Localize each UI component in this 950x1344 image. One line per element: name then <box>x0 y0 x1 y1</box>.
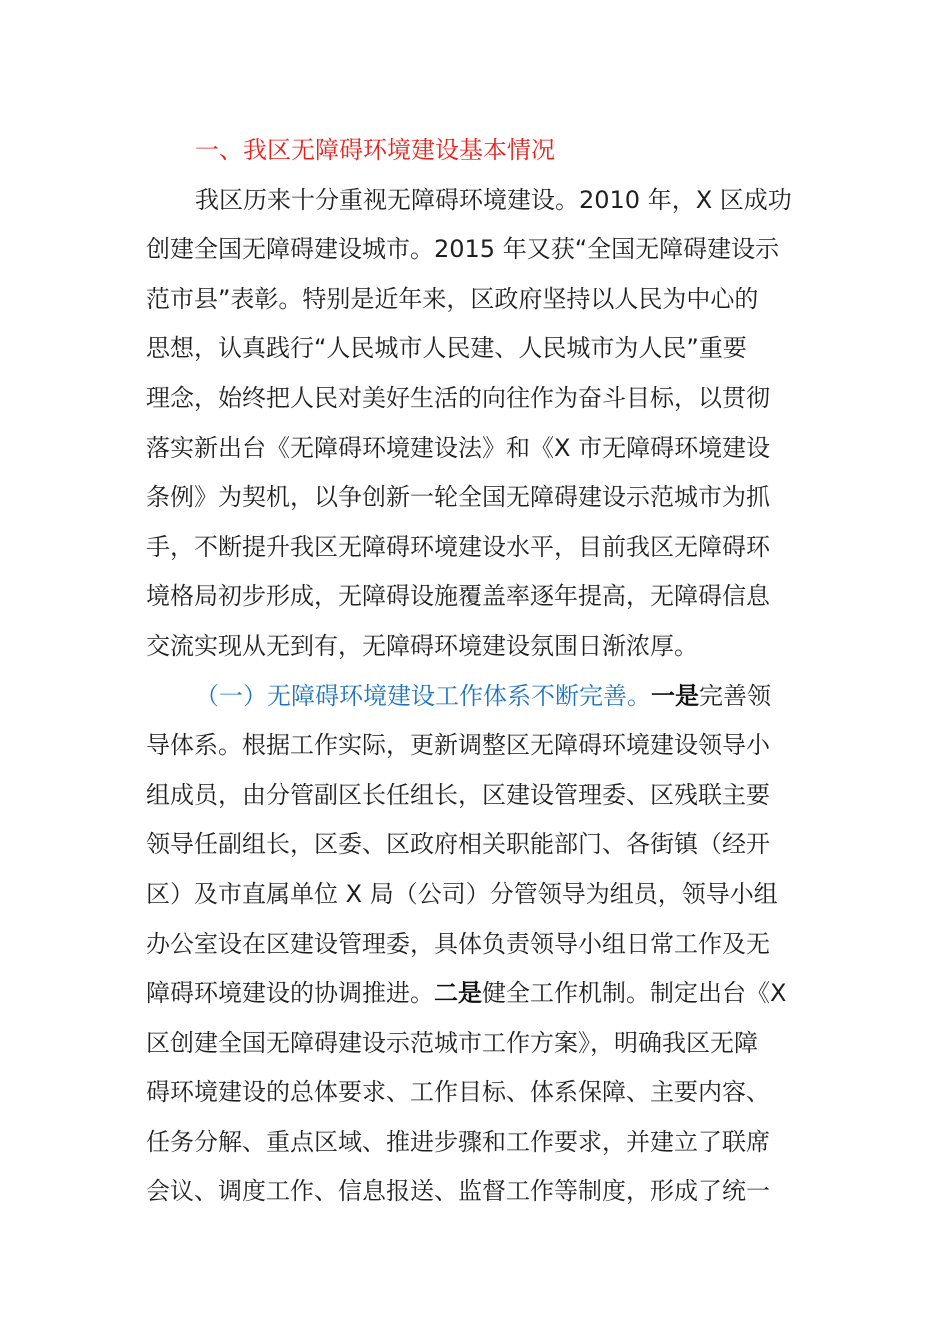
paragraph-1-line-2: 创建全国无障碍建设城市。2015 年又获“全国无障碍建设示 <box>146 235 780 264</box>
paragraph-2-line-1 <box>146 672 810 722</box>
paragraph-1-line-8: 手，不断提升我区无障碍环境建设水平，目前我区无障碍环 <box>146 532 770 561</box>
paragraph-1-line-7: 条例》为契机，以争创新一轮全国无障碍建设示范城市为抓 <box>146 483 770 512</box>
paragraph-1-line-1: 我区历来十分重视无障碍环境建设。2010 年，X 区成功 <box>195 185 792 214</box>
paragraph-2-line-8: 区创建全国无障碍建设示范城市工作方案》，明确我区无障 <box>146 1028 758 1057</box>
paragraph-2-line-4: 领导任副组长，区委、区政府相关职能部门、各街镇（经开 <box>146 830 770 859</box>
paragraph-1-line-5: 理念，始终把人民对美好生活的向往作为奋斗目标，以贯彻 <box>146 383 770 412</box>
point-one-label: 一是 <box>651 681 699 710</box>
paragraph-2-line-10: 任务分解、重点区域、推进步骤和工作要求，并建立了联席 <box>146 1127 770 1156</box>
paragraph-1-line-3: 范市县”表彰。特别是近年来，区政府坚持以人民为中心的 <box>146 284 759 313</box>
paragraph-2-line-7-start: 障碍环境建设的协调推进。 <box>146 979 434 1008</box>
paragraph-2-line-9: 碍环境建设的总体要求、工作目标、体系保障、主要内容、 <box>146 1078 770 1107</box>
paragraph-2-line-7-text: 健全工作机制。制定出台《X <box>482 979 787 1008</box>
point-two-label: 二是 <box>434 979 482 1008</box>
paragraph-2-line-5: 区）及市直属单位 X 局（公司）分管领导为组员，领导小组 <box>146 879 778 908</box>
paragraph-1-line-4: 思想，认真践行“人民城市人民建、人民城市为人民”重要 <box>146 334 747 363</box>
paragraph-1-line-10: 交流实现从无到有，无障碍环境建设氛围日渐浓厚。 <box>146 631 698 660</box>
paragraph-1-line-9: 境格局初步形成，无障碍设施覆盖率逐年提高，无障碍信息 <box>146 582 770 611</box>
paragraph-2-line-1-text: 完善领 <box>699 681 771 710</box>
document-page <box>146 126 810 1217</box>
paragraph-1-line-6: 落实新出台《无障碍环境建设法》和《X 市无障碍环境建设 <box>146 433 771 462</box>
section-heading: 一、我区无障碍环境建设基本情况 <box>195 136 555 164</box>
paragraph-2-line-2: 导体系。根据工作实际，更新调整区无障碍环境建设领导小 <box>146 731 770 760</box>
subsection-heading: （一）无障碍环境建设工作体系不断完善。 <box>195 681 651 710</box>
paragraph-2-line-3: 组成员，由分管副区长任组长，区建设管理委、区残联主要 <box>146 780 770 809</box>
paragraph-2-line-7 <box>146 969 810 1019</box>
paragraph-2-line-11: 会议、调度工作、信息报送、监督工作等制度，形成了统一 <box>146 1177 770 1206</box>
paragraph-2-line-6: 办公室设在区建设管理委，具体负责领导小组日常工作及无 <box>146 929 770 958</box>
